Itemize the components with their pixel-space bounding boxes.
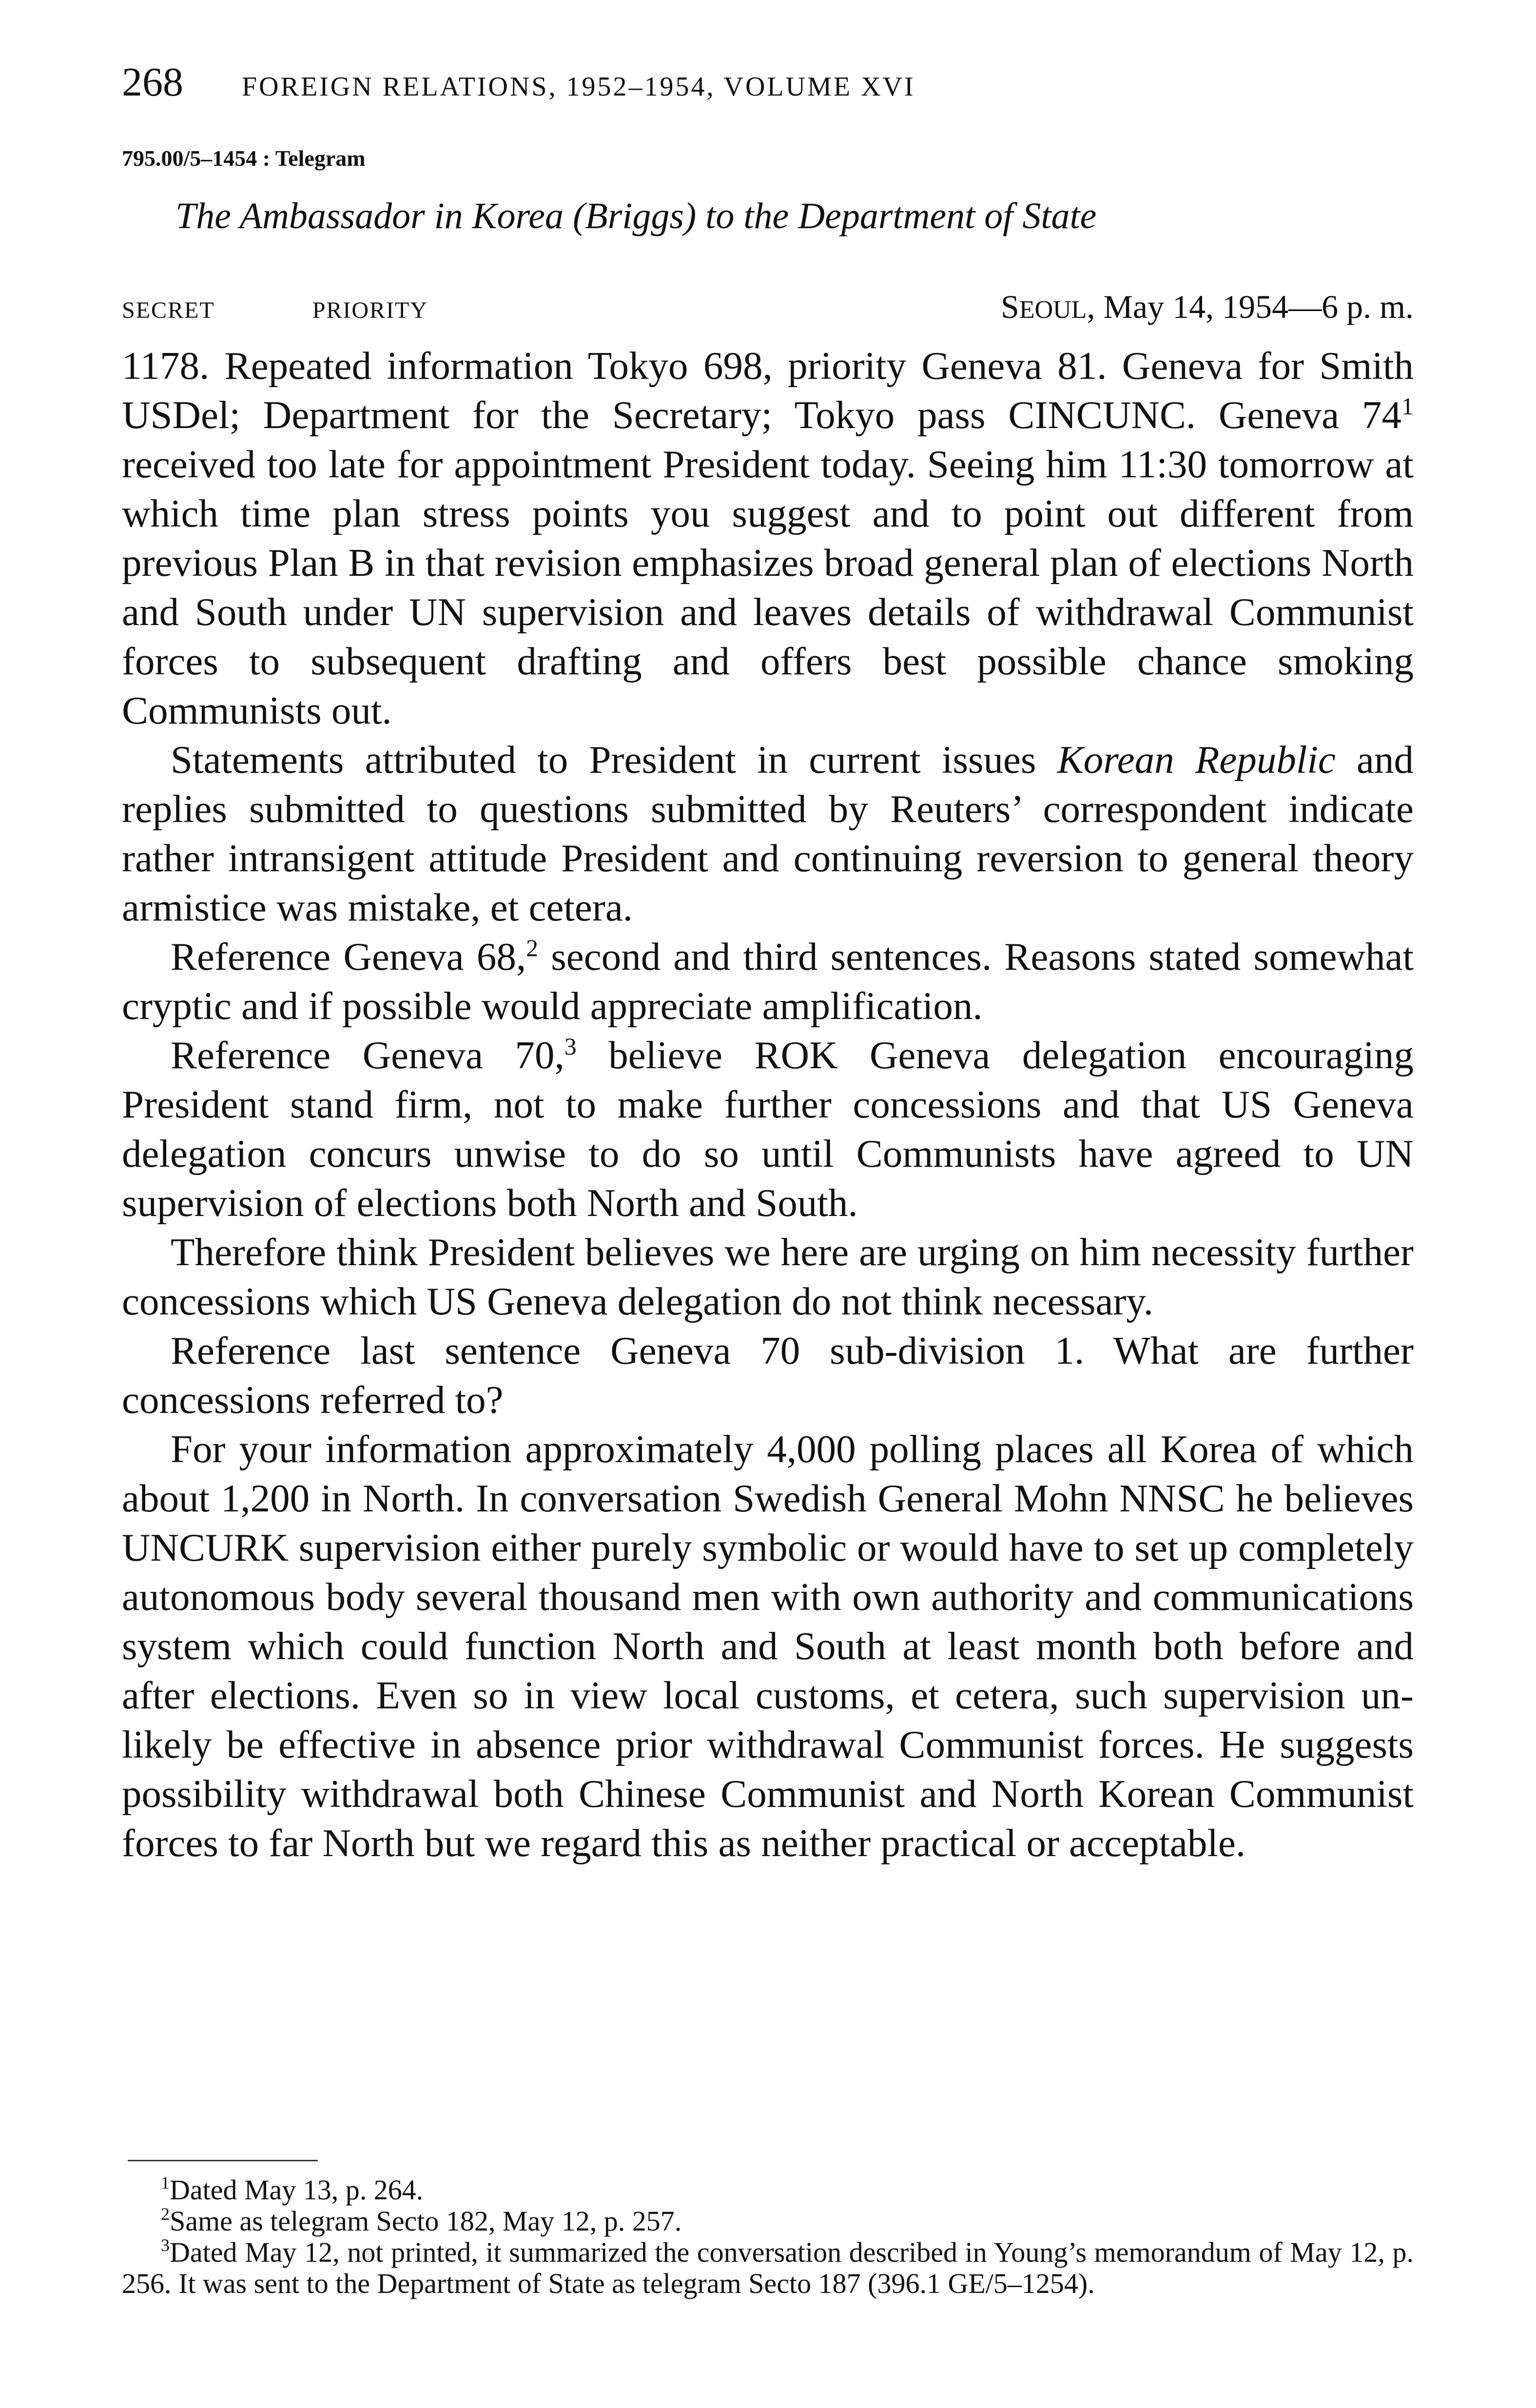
- place-initial: S: [1000, 288, 1019, 325]
- classification-label: SECRET: [122, 297, 215, 323]
- footnote-ref-1: 1: [1401, 392, 1414, 420]
- paragraph-1-text-b: received too late for appointment President today. Seeing him 11:30 tomorrow at which time plan stress points you suggest and to point out different from previous Plan B in that revision emphasizes broad general plan of elections North and South under UN supervision and leaves details of withdrawal Communist forces to subsequent drafting and offers best possible chance smoking Communists out.: [122, 442, 1414, 732]
- footnote-number: 2: [161, 2204, 170, 2224]
- paragraph-2-text-b: and replies submitted to questions submitted by Reuters’ correspondent indicate rather intransigent attitude President and continuing reversion to general theory armistice was mistake, et cetera.: [122, 738, 1414, 929]
- paragraph-2: [122, 735, 1414, 932]
- footnote-ref-3: 3: [564, 1033, 577, 1060]
- paragraph-6: Reference last sentence Geneva 70 sub-division 1. What are further concessions referred to?: [122, 1329, 1414, 1422]
- file-reference: 795.00/5–1454 : Telegram: [122, 146, 366, 171]
- paragraph-1-text-a: 1178. Repeated information Tokyo 698, priority Geneva 81. Geneva for Smith USDel; Department for the Secretary; Tokyo pass CINCUNC. Geneva 74: [122, 344, 1414, 437]
- running-title: FOREIGN RELATIONS, 1952–1954, VOLUME XVI: [242, 72, 915, 102]
- page-number: 268: [122, 59, 183, 105]
- dateline: [122, 288, 1414, 326]
- footnote-2: [122, 2206, 1414, 2237]
- footnote-text: Dated May 13, p. 264.: [170, 2174, 424, 2206]
- place-date: [1001, 288, 1414, 326]
- footnote-text: Dated May 12, not printed, it summarized the conversation described in Young’s memorandum of May 12, p. 256. It was sent to the Department of State as telegram Secto 187 (396.1 GE/5–1254).: [122, 2236, 1414, 2299]
- footnote-text: Same as telegram Secto 182, May 12, p. 257.: [170, 2205, 682, 2237]
- paragraph-1: [122, 341, 1414, 735]
- paragraph-2-text-a: Statements attributed to President in current issues: [171, 738, 1057, 782]
- running-header: [122, 59, 915, 106]
- telegram-body: [122, 341, 1414, 1868]
- date-time: , May 14, 1954—6 p. m.: [1087, 288, 1414, 325]
- footnote-ref-2: 2: [526, 934, 539, 961]
- paragraph-4-text-b: believe ROK Geneva delegation encouraging President stand firm, not to make further concessions and that US Geneva delegation concurs unwise to do so until Communists have agreed to UN supervision of elections both North and South.: [122, 1033, 1414, 1225]
- paragraph-3-text-a: Reference Geneva 68,: [171, 935, 526, 979]
- paragraph-4: [122, 1031, 1414, 1228]
- precedence-label: PRIORITY: [312, 297, 428, 323]
- footnote-divider: [128, 2160, 318, 2161]
- footnote-3: [122, 2237, 1414, 2299]
- footnote-1: [122, 2174, 1414, 2206]
- paragraph-3: [122, 932, 1414, 1031]
- document-heading: The Ambassador in Korea (Briggs) to the Department of State: [175, 196, 1097, 236]
- footnote-number: 1: [161, 2173, 170, 2193]
- paragraph-7: For your information approximately 4,000 polling places all Korea of which about 1,200 in North. In conversation Swedish General Mohn NNSC he believes UNCURK supervision either purely symbolic or would have to set up completely autonomous body several thousand men with own authority and communications system which could function North and South at least month both before and after elections. Even so in view local customs, et cetera, such supervision unlikely be effective in absence prior withdrawal Communist forces. He suggests possibility withdrawal both Chinese Communist and North Korean Communist forces to far North but we regard this as neither practical or acceptable.: [122, 1427, 1414, 1865]
- footnotes: [122, 2174, 1414, 2299]
- place-name-rest: EOUL: [1019, 296, 1087, 324]
- paragraph-3-text-b: second and third sentences. Reasons stated somewhat cryptic and if possible would appreciate amplification.: [122, 935, 1414, 1028]
- footnote-number: 3: [161, 2235, 170, 2255]
- publication-title: Korean Republic: [1057, 738, 1336, 782]
- paragraph-5: Therefore think President believes we here are urging on him necessity further concessions which US Geneva delegation do not think necessary.: [122, 1230, 1414, 1323]
- paragraph-4-text-a: Reference Geneva 70,: [171, 1033, 564, 1077]
